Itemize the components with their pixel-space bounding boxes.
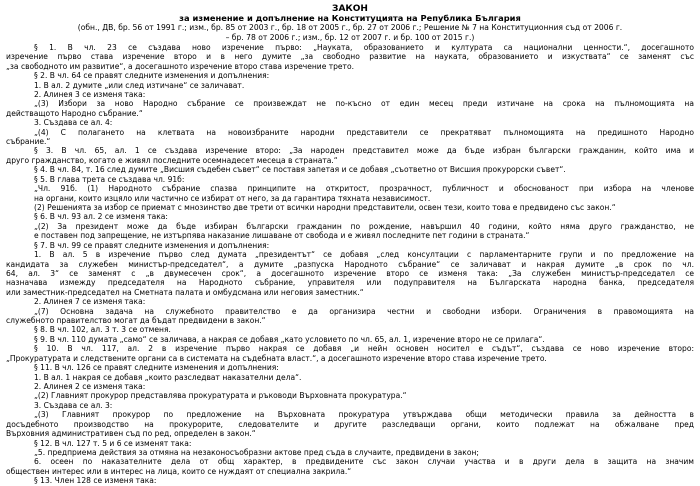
text-line: 1. В ал. 1 накрая се добавя „които разследват наказателни дела“. xyxy=(34,372,302,382)
text-line: кандидата за служебен министър-председател“, а думите „разпуска Народното събрание“ се заличават и накрая думите „в срок по чл. xyxy=(6,259,694,269)
text-line: § 11. В чл. 126 се правят следните изменения и допълнения: xyxy=(34,363,279,373)
text-line: (2) Решенията за избор се приемат с мнозинство две трети от всички народни представители, освен тези, които това е предвидено със закон.“ xyxy=(34,202,616,212)
text-line: Върховния административен съд по ред, определен в закон.“ xyxy=(6,429,256,439)
text-line: „Прокуратурата и следствените органи са в системата на съдебната власт.“, а досегашното изречение второ става изречение трето. xyxy=(6,353,547,363)
text-line: изречение първо става изречение второ и в него думите „за свободно развитие на науката, образованието и изкуствата“ се заменят със xyxy=(6,52,694,62)
text-line: § 12. В чл. 127 т. 5 и 6 се изменят така: xyxy=(34,438,192,448)
text-line: на органи, които изцяло или частично се избират от него, за да гарантира тяхната независимост. xyxy=(34,193,431,203)
text-line: 1. В ал. 5 в изречение първо след думата „президентът“ се добавя „след консултации с парламентарните групи и по предложение на xyxy=(34,250,694,260)
text-line: „(3) Главният прокурор по предложение на Върховната прокуратура утвърждава общи методически правила за дейността в xyxy=(34,410,694,420)
law-title: ЗАКОН xyxy=(332,4,368,14)
text-line: или заместник-председател на Сметната палата и омбудсмана или неговия заместник.“ xyxy=(6,287,364,297)
text-line: „Чл. 91б. (1) Народното събрание спазва принципите на откритост, прозрачност, публичност и обоснованост при избора на членове xyxy=(34,184,694,194)
text-line: друго гражданство, когато е живял последните осемнадесет месеца в страната.“ xyxy=(6,155,338,165)
text-line: 2. Алинея 7 се изменя така: xyxy=(34,297,146,307)
text-line: § 5. В глава трета се създава чл. 91б: xyxy=(34,174,185,184)
text-line: 64, ал. 3“ се заменят с „в двумесечен срок“, а досегашното изречение второ се изменя така: „За служебен министър-председател се xyxy=(6,268,694,278)
text-line: „(4) С полагането на клетвата на новоизбраните народни представители се прекратяват пълномощията на предишното Народно xyxy=(34,127,694,137)
text-line: § 2. В чл. 64 се правят следните изменения и допълнения: xyxy=(34,71,270,81)
text-line: „(7) Основна задача на служебното правителство е да организира честни и свободни избори. Ограничения в правомощията на xyxy=(34,306,694,316)
text-line: § 3. В чл. 65, ал. 1 се създава изречение второ: „За народен представител може да бъде избран български гражданин, който има и xyxy=(34,146,694,156)
text-line: действащото Народно събрание.“ xyxy=(6,108,143,118)
text-line: назначава измежду председателя на Народното събрание, управителя или подуправителя на Българската народна банка, председателя xyxy=(6,278,694,288)
text-line: „(2) За президент може да бъде избиран български гражданин по рождение, навършил 40 години, който няма друго гражданство, не xyxy=(34,221,694,231)
text-line: 3. Създава се ал. 3: xyxy=(34,400,113,410)
text-line: обществен интерес или в интерес на лица, които се нуждаят от специална закрила.“ xyxy=(6,466,352,476)
text-line: 1. В ал. 2 думите „или след изтичане“ се заличават. xyxy=(34,80,245,90)
text-line: § 7. В чл. 99 се правят следните изменения и допълнения: xyxy=(34,240,270,250)
text-line: досъдебното производство на прокурорите, следователите и другите разследващи органи, които подлежат на обжалване пред xyxy=(6,419,694,429)
publication-info xyxy=(6,23,694,41)
text-line: „за свободното им развитие“, а досегашното изречение второ става изречение трето. xyxy=(6,61,354,71)
text-line: § 4. В чл. 84, т. 16 след думите „Висшия съдебен съвет“ се поставя запетая и се добавя „съответно от Висшия прокурорски съвет“. xyxy=(34,165,566,175)
text-line: 3. Създава се ал. 4: xyxy=(34,118,113,128)
publication-info-line: (обн., ДВ, бр. 56 от 1991 г.; изм., бр. 85 от 2003 г., бр. 18 от 2005 г., бр. 27 от 2006 г.; Решение № 7 на Конституционния съд от 2006 г. xyxy=(77,23,623,33)
law-body xyxy=(6,43,694,486)
law-subtitle: за изменение и допълнение на Конституцията на Република България xyxy=(179,13,521,23)
text-line: § 6. В чл. 93 ал. 2 се изменя така: xyxy=(34,212,168,222)
text-line: е поставен под запрещение, не изтърпява наказание лишаване от свобода и е живял последните пет години в страната.“ xyxy=(34,231,530,241)
text-line: „(3) Избори за ново Народно събрание се произвеждат не по-късно от един месец преди изтичане на срока на пълномощията на xyxy=(34,99,694,109)
text-line: 2. Алинея 2 се изменя така: xyxy=(34,382,146,391)
text-line: 2. Алинея 3 се изменя така: xyxy=(34,89,146,99)
text-line: § 13. Член 128 се изменя така: xyxy=(34,476,157,486)
text-line: 6. осеен по наказателните дела от общ характер, в предвидените със закон случаи участва и в други дела в защита на значим xyxy=(34,457,694,467)
text-line: „(2) Главният прокурор представлява прокуратурата и ръководи Върховната прокуратура.“ xyxy=(34,391,407,401)
publication-info-line: – бр. 78 от 2006 г.; изм., бр. 12 от 2007 г. и бр. 100 от 2015 г.) xyxy=(225,32,475,42)
text-line: § 9. В чл. 110 думата „само“ се заличава, а накрая се добавя „като условието по чл. 65, ал. 1, изречение второ не се прилага“. xyxy=(34,334,545,344)
text-line: „5. предприема действия за отмяна на незаконосъобразни актове пред съда в случаите, предвидени в закон; xyxy=(34,447,479,457)
text-line: § 1. В чл. 23 се създава ново изречение първо: „Науката, образованието и културата са национални ценности.“, досегашното xyxy=(34,42,694,52)
text-line: § 10. В чл. 117, ал. 2 в изречение първо накрая се добавя „и нейн основен носител е съдът“, създава се ново изречение второ: xyxy=(34,344,694,354)
text-line: събрание.“ xyxy=(6,137,51,147)
text-line: служебното правителство могат да бъдат предвидени в закон.“ xyxy=(6,316,266,326)
text-line: § 8. В чл. 102, ал. 3 т. 3 се отменя. xyxy=(34,325,171,335)
